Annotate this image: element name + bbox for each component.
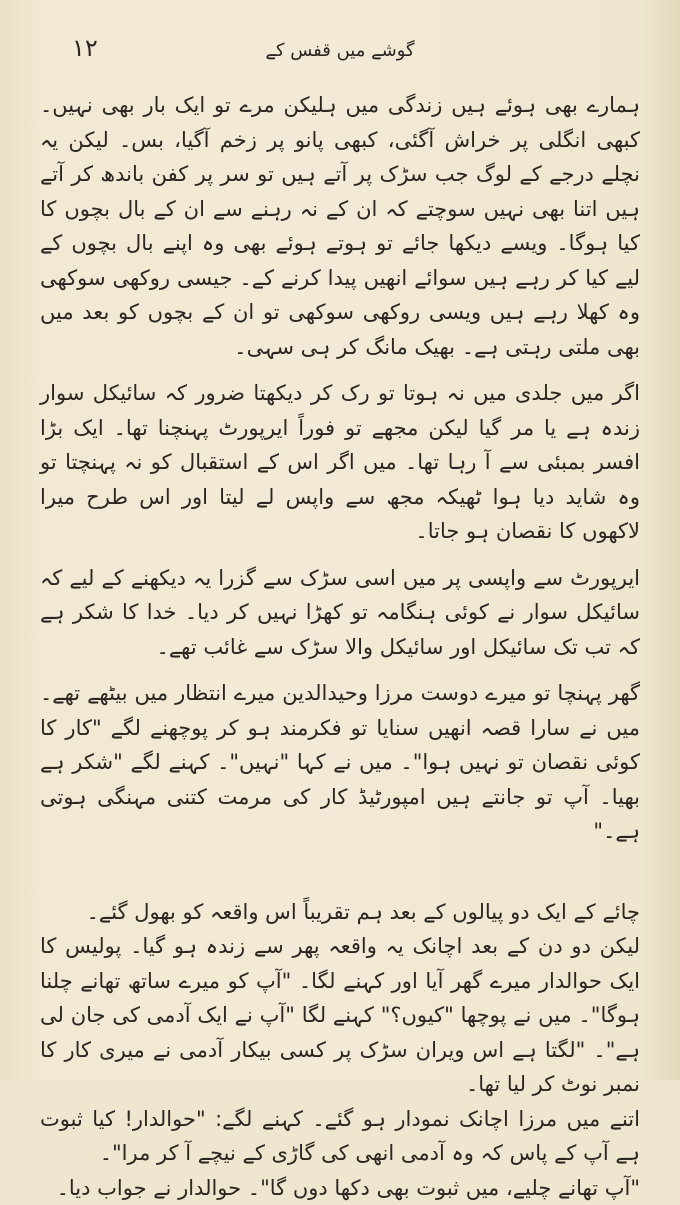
paragraph: اتنے میں مرزا اچانک نمودار ہو گئے۔ کہنے لگے: "حوالدار! کیا ثبوت ہے آپ کے پاس کہ وہ آدمی انھی کی گاڑی کے نیچے آ کر مرا"۔	[40, 1102, 640, 1171]
paragraph: لیکن دو دن کے بعد اچانک یہ واقعہ پھر سے زندہ ہو گیا۔ پولیس کا ایک حوالدار میرے گھر آیا اور کہنے لگا۔ "آپ کو میرے ساتھ تھانے چلنا ہوگا"۔ میں نے پوچھا "کیوں؟" کہنے لگا "آپ نے ایک آدمی کی جان لی ہے"۔ "لگتا ہے اس ویران سڑک پر کسی بیکار آدمی نے میری کار کا نمبر نوٹ کر لیا تھا۔	[40, 929, 640, 1102]
paragraph: چائے کے ایک دو پیالوں کے بعد ہم تقریباً اس واقعہ کو بھول گئے۔	[40, 895, 640, 930]
page-number: ۱۲	[72, 34, 98, 62]
paragraph: اگر میں جلدی میں نہ ہوتا تو رک کر دیکھتا ضرور کہ سائیکل سوار زندہ ہے یا مر گیا لیکن مجھے تو فوراً ایرپورٹ پہنچنا تھا۔ ایک بڑا افسر بمبئی سے آ رہا تھا۔ میں اگر اس کے استقبال کو نہ پہنچتا تو وہ شاید دیا ہوا ٹھیکہ مجھ سے واپس لے لیتا اور اس طرح میرا لاکھوں کا نقصان ہو جاتا۔	[40, 376, 640, 549]
running-title: گوشے میں قفس کے	[40, 40, 640, 61]
paragraph: گھر پہنچا تو میرے دوست مرزا وحیدالدین میرے انتظار میں بیٹھے تھے۔ میں نے سارا قصہ انھیں سنایا تو فکرمند ہو کر پوچھنے لگے "کار کا کوئی نقصان تو نہیں ہوا"۔ میں نے کہا "نہیں"۔ کہنے لگے "شکر ہے بھیا۔ آپ تو جانتے ہیں امپورٹیڈ کار کی مرمت کتنی مہنگی ہوتی ہے۔"	[40, 676, 640, 849]
page-header	[40, 34, 640, 74]
body-text	[40, 88, 640, 1205]
paragraph: ہمارے بھی ہوئے ہیں زندگی میں ہلیکن مرے تو ایک بار بھی نہیں۔ کبھی انگلی پر خراش آگئی، کبھی پانو پر زخم آگیا، بس۔ لیکن یہ نچلے درجے کے لوگ جب سڑک پر آتے ہیں تو سر پر کفن باندھ کر آتے ہیں اتنا بھی نہیں سوچتے کہ ان کے نہ رہنے سے ان کے بال بچوں کا کیا ہوگا۔ ویسے دیکھا جائے تو ہوتے ہوئے بھی وہ اپنے بال بچوں کے لیے کیا کر رہے ہیں سوائے انھیں پیدا کرنے کے۔ جیسی روکھی سوکھی وہ کھلا رہے ہیں ویسی روکھی سوکھی تو ان کے بچوں کو بعد میں بھی ملتی رہتی ہے۔ بھیک مانگ کر ہی سہی۔	[40, 88, 640, 364]
paragraph: "آپ تھانے چلیے، میں ثبوت بھی دکھا دوں گا"۔ حوالدار نے جواب دیا۔	[40, 1171, 640, 1205]
paragraph: ایرپورٹ سے واپسی پر میں اسی سڑک سے گزرا یہ دیکھنے کے لیے کہ سائیکل سوار نے کوئی ہنگامہ تو کھڑا نہیں کر دیا۔ خدا کا شکر ہے کہ تب تک سائیکل اور سائیکل والا سڑک سے غائب تھے۔	[40, 561, 640, 665]
